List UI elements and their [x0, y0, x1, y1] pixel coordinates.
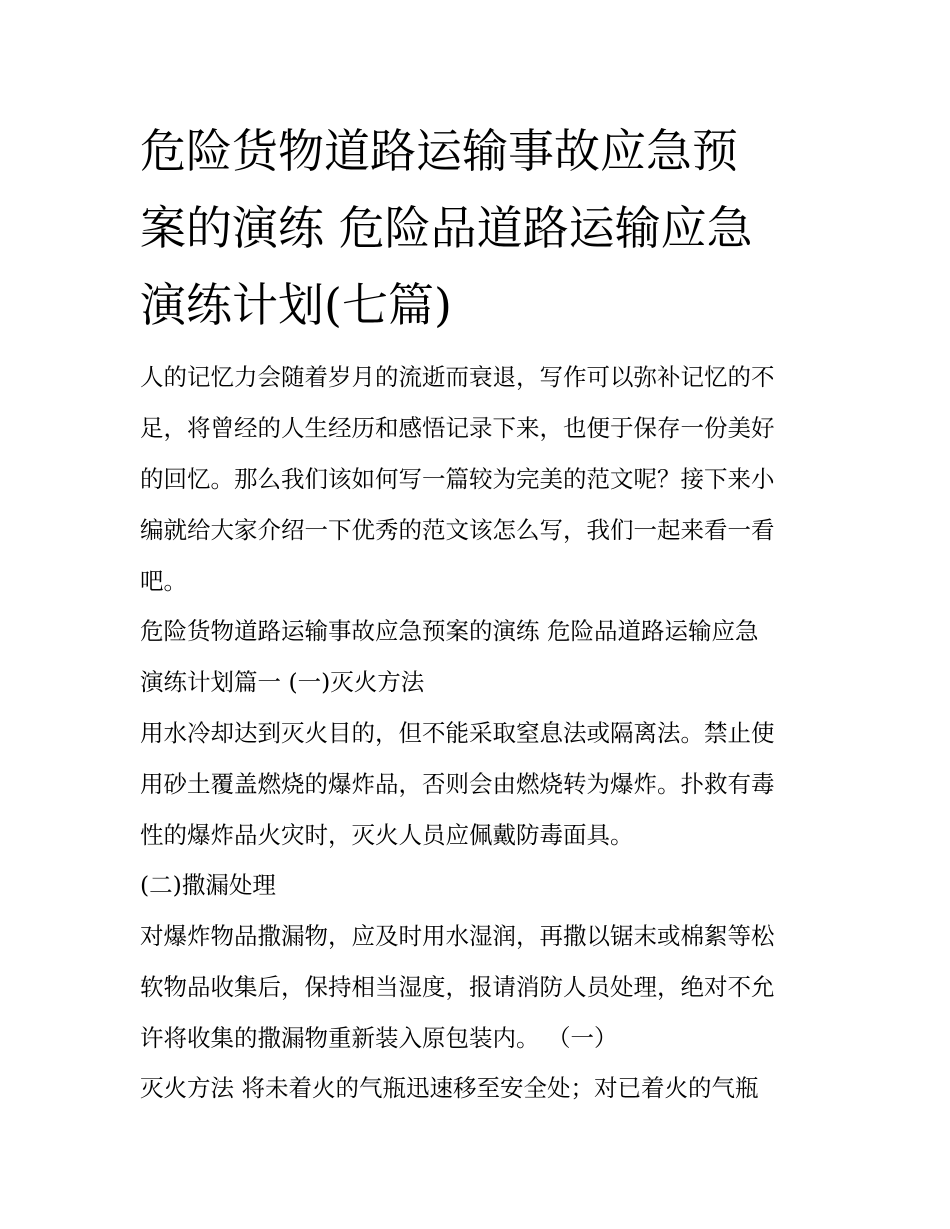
title-line: 演练计划(七篇) [140, 278, 452, 332]
text-line: 足，将曾经的人生经历和感悟记录下来，也便于保存一份美好 [140, 414, 775, 442]
document-title [140, 113, 820, 344]
text-line: 许将收集的撒漏物重新装入原包装内。 （一） [140, 1024, 618, 1052]
spill-paragraph [140, 911, 830, 1064]
text-line: 演练计划篇一 (一)灭火方法 [140, 668, 425, 696]
text-line: 人的记忆力会随着岁月的流逝而衰退，写作可以弥补记忆的不 [140, 363, 775, 391]
text-line: (二)撒漏处理 [140, 871, 276, 899]
gas-cylinder-paragraph [140, 1063, 830, 1114]
text-line: 对爆炸物品撒漏物，应及时用水湿润，再撒以锯末或棉絮等松 [140, 922, 775, 950]
spill-heading [140, 860, 830, 911]
title-line: 案的演练 危险品道路运输应急 [140, 201, 753, 255]
text-line: 危险货物道路运输事故应急预案的演练 危险品道路运输应急 [140, 617, 759, 645]
text-line: 编就给大家介绍一下优秀的范文该怎么写，我们一起来看一看 [140, 516, 775, 544]
text-line: 性的爆炸品火灾时，灭火人员应佩戴防毒面具。 [140, 821, 634, 849]
text-line: 吧。 [140, 567, 187, 595]
text-line: 灭火方法 将未着火的气瓶迅速移至安全处；对已着火的气瓶 [140, 1074, 759, 1102]
text-line: 的回忆。那么我们该如何写一篇较为完美的范文呢？接下来小 [140, 465, 775, 493]
intro-paragraph [140, 352, 830, 607]
section-heading-paragraph [140, 606, 830, 708]
title-line: 危险货物道路运输事故应急预 [140, 124, 738, 178]
text-line: 用砂土覆盖燃烧的爆炸品，否则会由燃烧转为爆炸。扑救有毒 [140, 770, 775, 798]
text-line: 软物品收集后，保持相当湿度，报请消防人员处理，绝对不允 [140, 973, 775, 1001]
text-line: 用水冷却达到灭火目的，但不能采取窒息法或隔离法。禁止使 [140, 719, 775, 747]
fire-extinguish-paragraph [140, 708, 830, 861]
